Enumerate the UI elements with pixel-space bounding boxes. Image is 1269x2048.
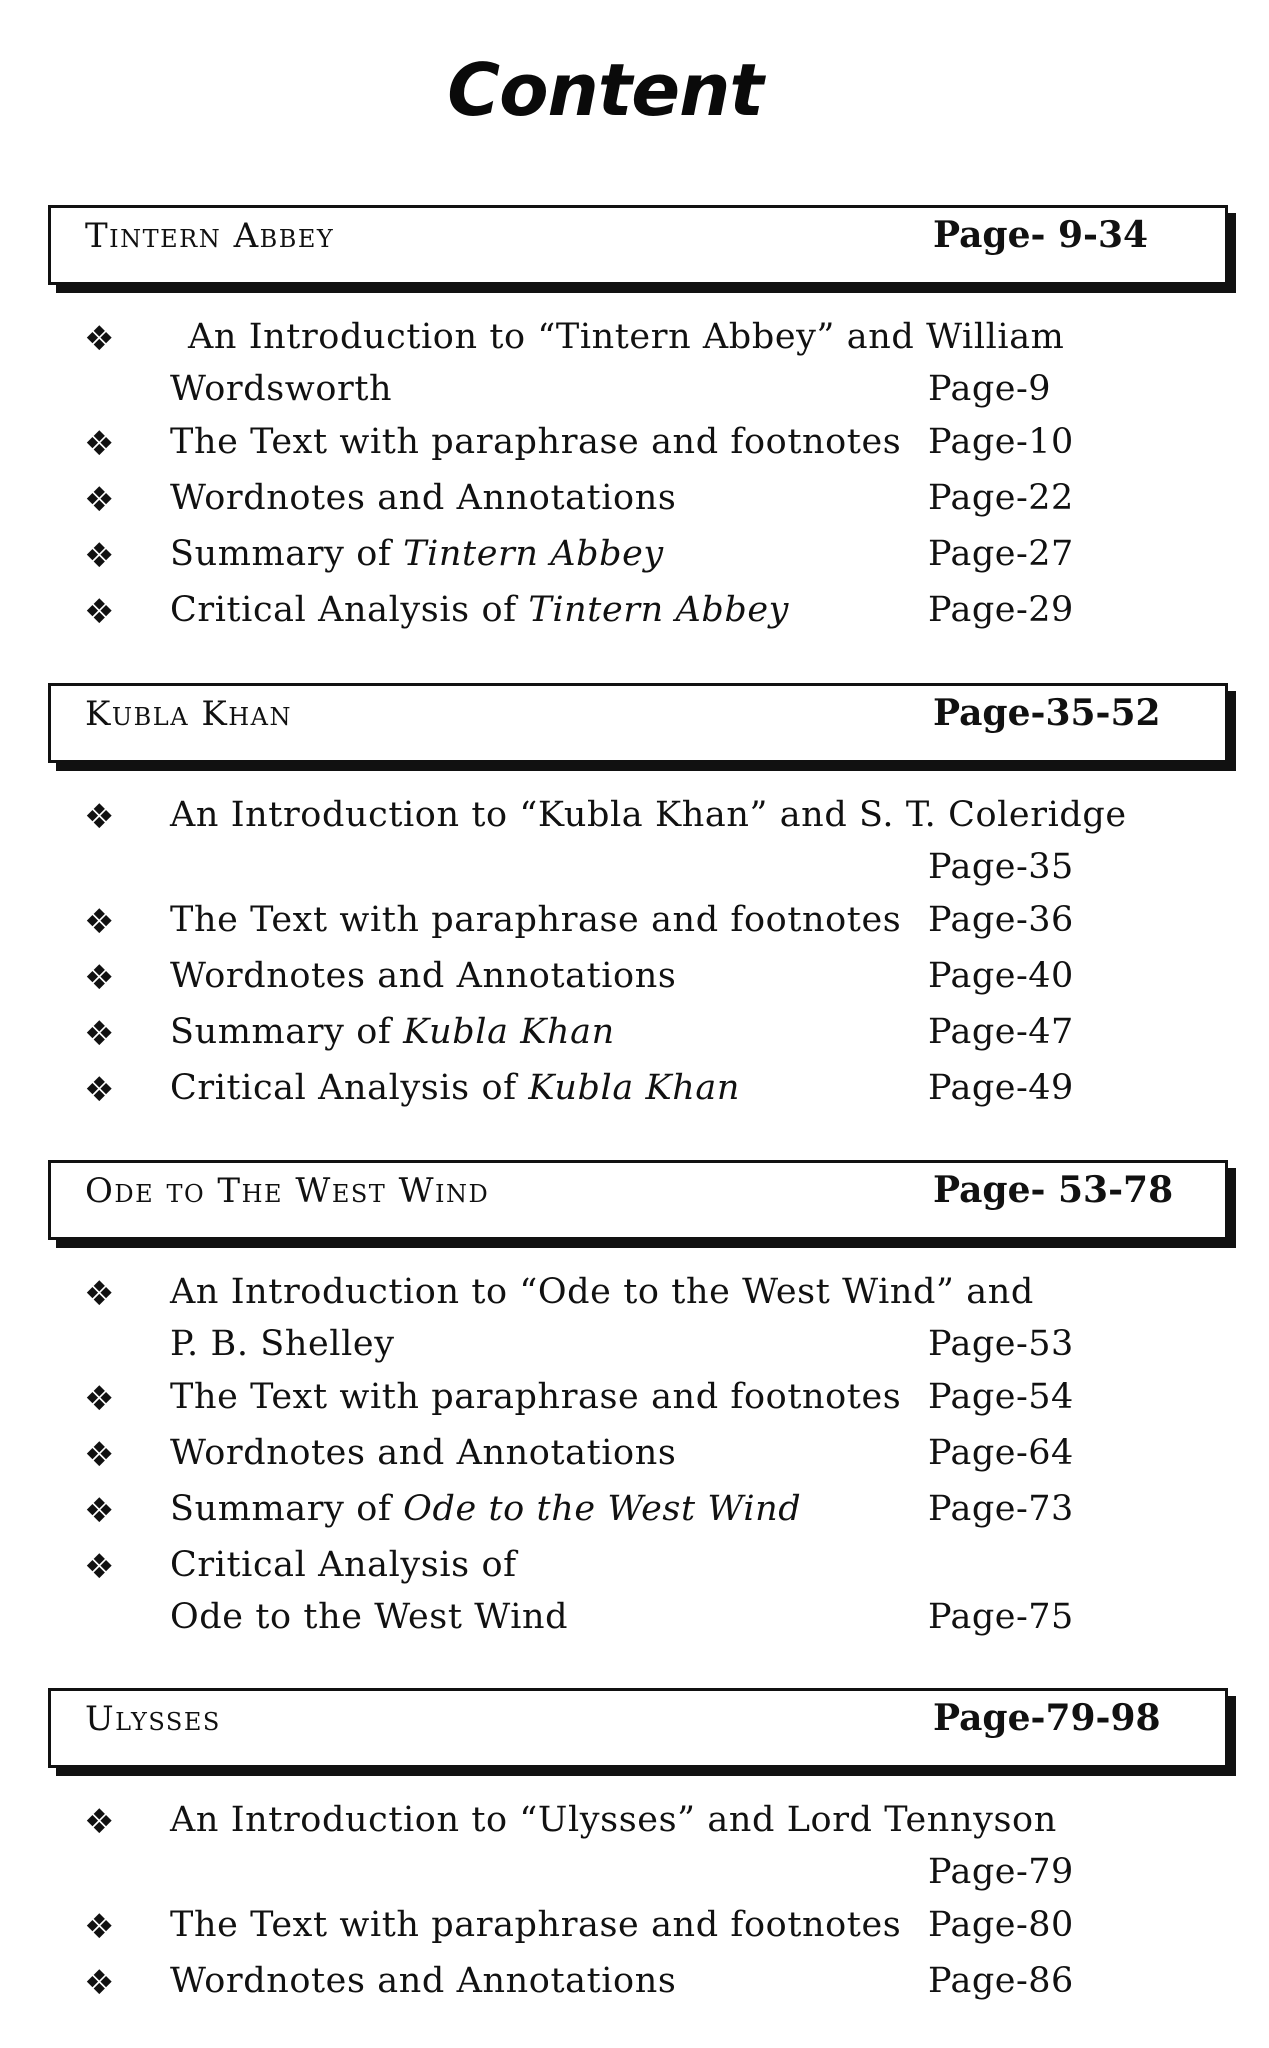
toc-item-text: Critical Analysis of <box>170 1545 517 1585</box>
section-page-range: Page- 9-34 <box>933 214 1149 256</box>
bullet-icon: ❖ <box>84 1491 115 1531</box>
header-box <box>48 683 1228 763</box>
bullet-icon: ❖ <box>84 797 115 837</box>
toc-item-page: Page-53 <box>928 1324 1074 1364</box>
toc-item-page: Page-9 <box>928 369 1052 409</box>
toc-item-italic-title: Ode to the West Wind <box>403 1489 802 1529</box>
section-header <box>48 1160 1228 1240</box>
toc-item-italic-title: Tintern Abbey <box>528 590 790 630</box>
section-page-range: Page-35-52 <box>933 692 1161 734</box>
bullet-icon: ❖ <box>84 958 115 998</box>
toc-item-text: An Introduction to “Ulysses” and Lord Tennyson <box>170 1800 1057 1840</box>
bullet-icon: ❖ <box>84 319 115 359</box>
toc-item-text-cont: Wordsworth <box>170 369 393 409</box>
toc-item-page: Page-73 <box>928 1489 1074 1529</box>
toc-item-prefix: Summary of <box>170 1012 392 1052</box>
toc-item-text: An Introduction to “Tintern Abbey” and William <box>188 317 1065 357</box>
toc-item-page: Page-10 <box>928 422 1074 462</box>
section-header <box>48 1688 1228 1768</box>
section-title: Ulysses <box>85 1699 221 1739</box>
toc-item-text: An Introduction to “Kubla Khan” and S. T. Coleridge <box>170 795 1127 835</box>
bullet-icon: ❖ <box>84 1907 115 1947</box>
toc-item-page: Page-27 <box>928 534 1074 574</box>
section-page-range: Page- 53-78 <box>933 1169 1174 1211</box>
bullet-icon: ❖ <box>84 1014 115 1054</box>
toc-item-prefix: Summary of <box>170 1489 392 1529</box>
toc-item-text <box>170 1489 801 1529</box>
toc-item-page: Page-29 <box>928 590 1074 630</box>
page-title: Content <box>447 48 763 132</box>
section-title: Tintern Abbey <box>85 216 335 256</box>
toc-item-page: Page-80 <box>928 1905 1074 1945</box>
toc-item-page: Page-47 <box>928 1012 1074 1052</box>
bullet-icon: ❖ <box>84 902 115 942</box>
section-header <box>48 205 1228 285</box>
toc-item-prefix: Critical Analysis of <box>170 590 517 630</box>
toc-item-prefix: Summary of <box>170 534 392 574</box>
toc-item-page: Page-40 <box>928 956 1074 996</box>
toc-item-italic-title: Kubla Khan <box>403 1012 615 1052</box>
toc-item-text: The Text with paraphrase and footnotes <box>170 900 902 940</box>
toc-item-text <box>170 534 664 574</box>
toc-item-prefix: Critical Analysis of <box>170 1068 517 1108</box>
bullet-icon: ❖ <box>84 1379 115 1419</box>
toc-item-text: The Text with paraphrase and footnotes <box>170 422 902 462</box>
toc-item-page: Page-79 <box>928 1852 1074 1892</box>
toc-item-page: Page-49 <box>928 1068 1074 1108</box>
toc-item-text <box>170 1012 615 1052</box>
bullet-icon: ❖ <box>84 1963 115 2003</box>
toc-item-italic-title: Ode to the West Wind <box>170 1597 569 1637</box>
bullet-icon: ❖ <box>84 424 115 464</box>
section-title: Kubla Khan <box>85 694 293 734</box>
toc-item-text: Wordnotes and Annotations <box>170 478 677 518</box>
section-title: Ode to The West Wind <box>85 1171 490 1211</box>
bullet-icon: ❖ <box>84 1435 115 1475</box>
bullet-icon: ❖ <box>84 480 115 520</box>
toc-item-page: Page-86 <box>928 1961 1074 2001</box>
bullet-icon: ❖ <box>84 1070 115 1110</box>
toc-item-page: Page-75 <box>928 1597 1074 1637</box>
header-box <box>48 1688 1228 1768</box>
toc-item-page: Page-36 <box>928 900 1074 940</box>
bullet-icon: ❖ <box>84 592 115 632</box>
toc-item-page: Page-64 <box>928 1433 1074 1473</box>
toc-item-page: Page-22 <box>928 478 1074 518</box>
bullet-icon: ❖ <box>84 536 115 576</box>
toc-item-italic-title: Tintern Abbey <box>403 534 664 574</box>
toc-item-text: Wordnotes and Annotations <box>170 1961 677 2001</box>
toc-item-text: An Introduction to “Ode to the West Wind” and <box>170 1272 1034 1312</box>
toc-item-text: The Text with paraphrase and footnotes <box>170 1905 902 1945</box>
toc-item-text: Wordnotes and Annotations <box>170 1433 677 1473</box>
bullet-icon: ❖ <box>84 1547 115 1587</box>
header-box <box>48 205 1228 285</box>
header-box <box>48 1160 1228 1240</box>
section-page-range: Page-79-98 <box>933 1697 1161 1739</box>
bullet-icon: ❖ <box>84 1802 115 1842</box>
toc-item-page: Page-35 <box>928 847 1074 887</box>
toc-item-text: Wordnotes and Annotations <box>170 956 677 996</box>
toc-item-text <box>170 1068 740 1108</box>
section-header <box>48 683 1228 763</box>
toc-item-page: Page-54 <box>928 1377 1074 1417</box>
toc-item-text <box>170 590 789 630</box>
toc-item-text: The Text with paraphrase and footnotes <box>170 1377 902 1417</box>
toc-item-italic-title: Kubla Khan <box>528 1068 741 1108</box>
bullet-icon: ❖ <box>84 1274 115 1314</box>
toc-item-text-cont: P. B. Shelley <box>170 1324 395 1364</box>
